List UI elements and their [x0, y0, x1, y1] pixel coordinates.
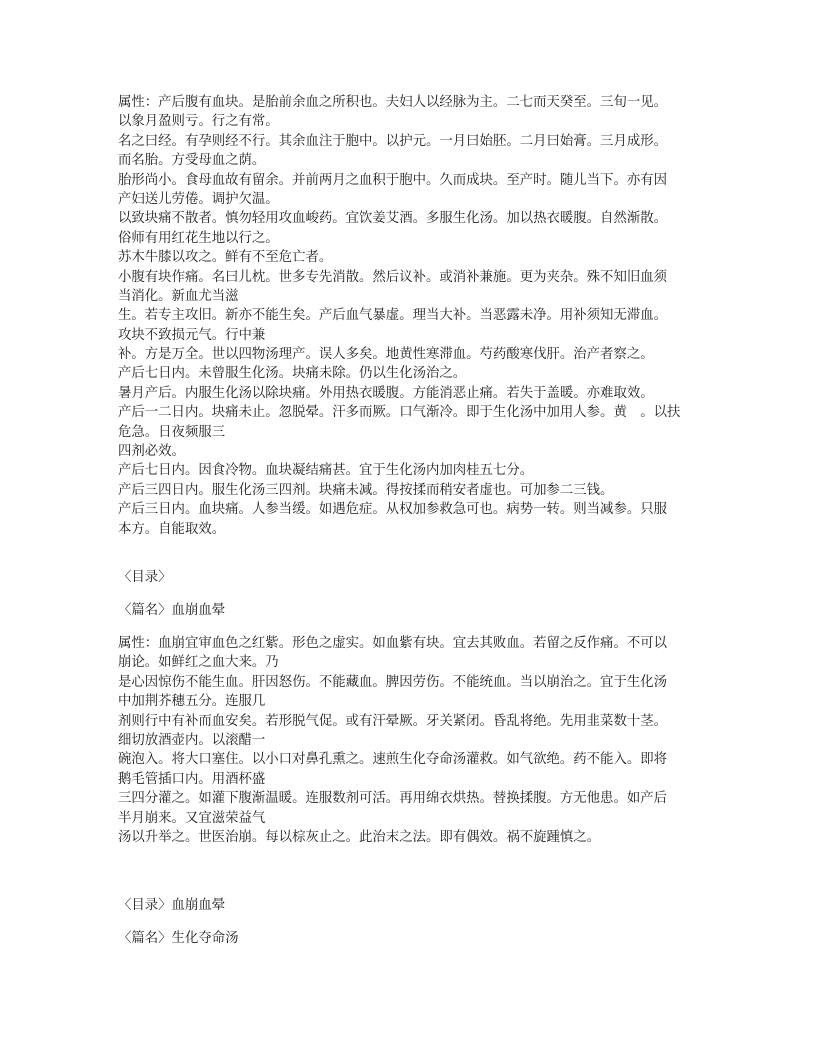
text-line: 暑月产后。内服生化汤以除块痛。外用热衣暖腹。方能消恶止痛。若失于盖暖。亦难取效。: [118, 385, 654, 401]
toc-heading: 〈目录〉: [118, 570, 172, 585]
text-line: 产后七日内。未曾服生化汤。块痛未除。仍以生化汤治之。: [118, 366, 467, 382]
text-line: 当消化。新血尤当滋: [118, 288, 239, 304]
text-line: 以象月盈则亏。行之有常。: [118, 114, 279, 130]
text-line: 是心因惊伤不能生血。肝因怒伤。不能藏血。脾因劳伤。不能统血。当以崩治之。宜于生化汤: [118, 674, 668, 690]
text-line: 三四分灌之。如灌下腹渐温暖。连服数剂可活。再用绵衣烘热。替换揉腹。方无他患。如产后: [118, 791, 668, 807]
text-line: 半月崩来。又宜滋荣益气: [118, 810, 266, 826]
text-line: 属性：血崩宜审血色之红紫。形色之虚实。如血紫有块。宜去其败血。若留之反作痛。不可以: [118, 636, 668, 651]
text-line: 攻块不致损元气。行中兼: [118, 327, 266, 343]
section-postpartum-blood-clot: [118, 93, 718, 539]
text-line: 胎形尚小。食母血故有留余。并前两月之血积于胞中。久而成块。至产时。随儿当下。亦有因: [118, 172, 668, 188]
chapter-title: 〈篇名〉血崩血晕: [118, 603, 226, 618]
text-line: 产后三日内。血块痛。人参当缓。如遇危症。从权加参救急可也。病势一转。则当减参。只服: [118, 502, 668, 518]
text-line: 而名胎。方受母血之荫。: [118, 153, 266, 169]
text-line: 产后一二日内。块痛未止。忽脱晕。汗多而厥。口气渐冷。即于生化汤中加用人参。黄 。以扶: [118, 405, 681, 421]
text-line: 剂则行中有补而血安矣。若形脱气促。或有汗晕厥。牙关紧闭。昏乱将绝。先用韭菜数十茎。: [118, 713, 668, 729]
text-line: 四剂必效。: [118, 444, 185, 460]
text-line: 崩论。如鲜红之血大来。乃: [118, 655, 279, 671]
text-line: 以致块痛不散者。慎勿轻用攻血峻药。宜饮姜艾酒。多服生化汤。加以热衣暖腹。自然渐散。: [118, 211, 668, 227]
chapter-title: 〈篇名〉生化夺命汤: [118, 931, 239, 946]
text-line: 碗泡入。将大口塞住。以小口对鼻孔熏之。速煎生化夺命汤灌救。如气欲绝。药不能入。即将: [118, 752, 668, 768]
toc-heading: 〈目录〉血崩血晕: [118, 898, 226, 913]
text-line: 汤以升举之。世医治崩。每以棕灰止之。此治末之法。即有偶效。祸不旋踵慎之。: [118, 829, 601, 845]
text-line: 补。方是万全。世以四物汤理产。误人多矣。地黄性寒滞血。芍药酸寒伐肝。治产者察之。: [118, 347, 654, 363]
section-blood-collapse: [118, 634, 718, 847]
text-line: 危急。日夜频服三: [118, 424, 226, 440]
text-line: 俗师有用红花生地以行之。: [118, 230, 279, 246]
text-line: 产后三四日内。服生化汤三四剂。块痛未减。得按揉而稍安者虚也。可加参二三钱。: [118, 482, 614, 498]
text-line: 细切放酒壶内。以滚醋一: [118, 732, 266, 748]
text-line: 名之曰经。有孕则经不行。其余血注于胞中。以护元。一月曰始胚。二月曰始膏。三月成形。: [118, 133, 668, 149]
text-line: 产后七日内。因食冷物。血块凝结痛甚。宜于生化汤内加肉桂五七分。: [118, 463, 534, 479]
text-line: 小腹有块作痛。名曰儿枕。世多专先消散。然后议补。或消补兼施。更为夹杂。殊不知旧血须: [118, 269, 668, 285]
text-line: 中加荆芥穗五分。连服几: [118, 694, 266, 710]
text-line: 鹅毛管插口内。用酒杯盛: [118, 771, 266, 787]
text-line: 产妇送儿劳倦。调护欠温。: [118, 191, 279, 207]
text-line: 本方。自能取效。: [118, 521, 226, 537]
text-line: 生。若专主攻旧。新亦不能生矣。产后血气暴虚。理当大补。当恶露未净。用补须知无滞血。: [118, 308, 668, 324]
text-line: 属性：产后腹有血块。是胎前余血之所积也。夫妇人以经脉为主。二七而天癸至。三旬一见。: [118, 95, 668, 110]
text-line: 苏木牛膝以攻之。鲜有不至危亡者。: [118, 250, 333, 266]
